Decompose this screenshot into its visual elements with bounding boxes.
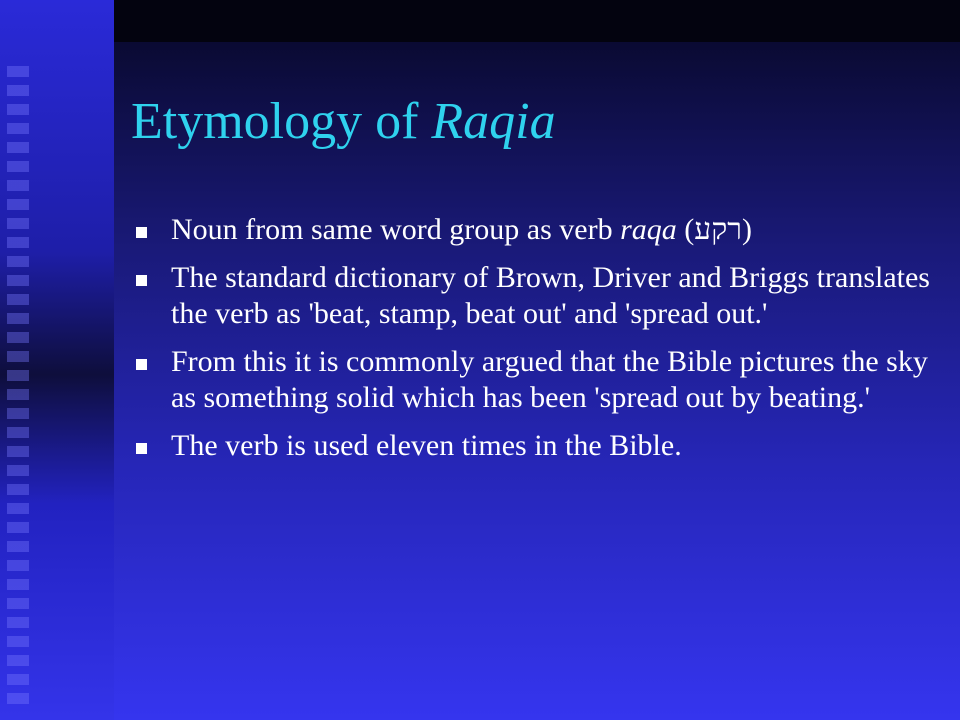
title-prefix: Etymology of xyxy=(131,93,432,150)
bullet-item xyxy=(134,212,934,248)
bullet-text: The verb is used eleven times in the Bible. xyxy=(171,429,682,462)
title-emphasis: Raqia xyxy=(431,93,556,150)
hebrew-word: רקע xyxy=(694,213,743,246)
bullet-text xyxy=(171,213,752,246)
bullet-list xyxy=(134,212,934,476)
bullet-text-part: ) xyxy=(742,213,753,246)
bullet-text-emphasis: raqa xyxy=(620,213,677,246)
square-bullet-icon xyxy=(136,359,147,370)
square-bullet-icon xyxy=(136,227,147,238)
sidebar-squares xyxy=(7,66,29,706)
bullet-item xyxy=(134,428,934,464)
top-bar xyxy=(114,0,960,42)
bullet-text: From this it is commonly argued that the Bible pictures the sky as something solid which has been 'spread out by beating.' xyxy=(171,345,928,414)
bullet-text: The standard dictionary of Brown, Driver and Briggs translates the verb as 'beat, stamp, beat out' and 'spread out.' xyxy=(171,261,930,330)
slide-title xyxy=(131,92,556,152)
sidebar-decoration xyxy=(0,0,114,720)
bullet-text-part: Noun from same word group as verb xyxy=(171,213,621,246)
square-bullet-icon xyxy=(136,443,147,454)
bullet-item xyxy=(134,260,934,332)
bullet-text-part: ( xyxy=(676,213,695,246)
bullet-item xyxy=(134,344,934,416)
square-bullet-icon xyxy=(136,275,147,286)
